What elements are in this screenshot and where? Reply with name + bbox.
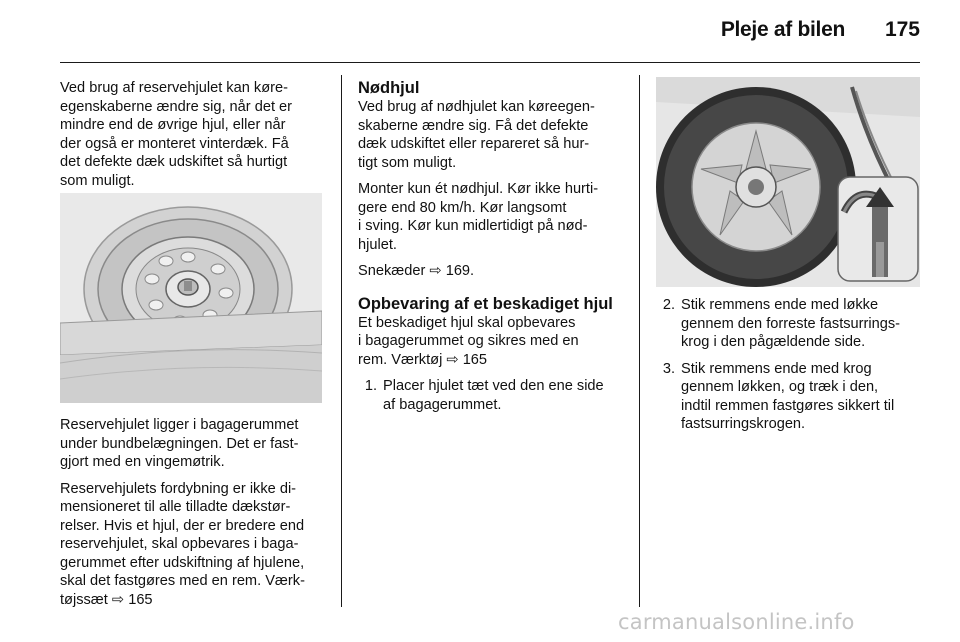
header-divider	[60, 62, 920, 63]
section-heading-emergency-wheel: Nødhjul	[358, 79, 420, 97]
watermark: carmanualsonline.info	[618, 610, 855, 634]
column-3	[656, 296, 922, 442]
step-text: Placer hjulet tæt ved den ene side af bagagerummet.	[383, 378, 604, 413]
column-divider-2	[639, 75, 640, 607]
wheel-strap-illustration	[656, 77, 920, 287]
list-item	[656, 296, 922, 352]
page-ref-arrow-icon: ⇨	[446, 351, 459, 368]
spare-wheel-location-paragraph: Reservehjulet ligger i bagagerummet under bundbelægningen. Det er fast- gjort med en vingemøtrik.	[60, 417, 299, 470]
list-item	[656, 360, 922, 434]
damaged-wheel-paragraph	[358, 314, 628, 370]
step-text: Stik remmens ende med løkke gennem den forreste fastsurrings- krog i den pågældende side.	[681, 297, 901, 350]
paragraph-text: Snekæder	[358, 263, 426, 279]
page-header-title: Pleje af bilen	[720, 18, 845, 41]
list-item	[358, 377, 628, 414]
spare-wheel-recess-paragraph	[60, 480, 326, 610]
emergency-wheel-speed-paragraph: Monter kun ét nødhjul. Kør ikke hurti- gere end 80 km/h. Kør langsomt i sving. Kør kun midlertidigt på nød- hjulet.	[358, 181, 599, 253]
step-text: Stik remmens ende med krog gennem løkken, og træk i den, indtil remmen fastgøres sikkert til fastsurringskrogen.	[681, 360, 895, 432]
instruction-steps	[358, 377, 628, 414]
page-ref-arrow-icon: ⇨	[111, 591, 125, 608]
column-2	[358, 79, 628, 422]
column-divider-1	[341, 75, 342, 607]
emergency-wheel-paragraph: Ved brug af nødhjulet kan køreegen- skaberne ændre sig. Få det defekte dæk udskiftet eller repareret så hur- tigt som muligt.	[358, 99, 595, 171]
step-number: 1.	[364, 378, 377, 394]
step-number: 3.	[662, 360, 675, 377]
step-number: 2.	[662, 297, 675, 313]
subheading-storing-damaged-wheel: Opbevaring af et beskadiget hjul	[358, 294, 613, 313]
page-ref-link[interactable]: 165	[462, 351, 488, 368]
page-ref-link[interactable]: 165	[128, 591, 153, 608]
paragraph-text: Et beskadiget hjul skal opbevares i bagagerummet og sikres med en rem. Værktøj	[358, 314, 579, 368]
page-ref-link[interactable]: 169.	[445, 263, 475, 279]
paragraph-text: Reservehjulets fordybning er ikke di- mensioneret til alle tilladte dækstør- relser. Hvis et hjul, der er bredere end reservehjulet, skal opbevares i baga- gerummet efter udskiftning af hjulene, skal det fastgøres med en rem. Værk- tøjssæt	[60, 480, 305, 608]
spare-wheel-illustration	[60, 193, 322, 403]
snow-chains-reference	[358, 262, 628, 281]
intro-paragraph: Ved brug af reservehjulet kan køre- egenskaberne ændre sig, når det er mindre end de øvrige hjul, eller når der også er monteret vinterdæk. Få det defekte dæk udskiftet så hurtigt som muligt.	[60, 80, 293, 189]
instruction-steps-continued	[656, 296, 922, 434]
page-ref-arrow-icon: ⇨	[429, 263, 442, 279]
page-number: 175	[884, 18, 920, 41]
